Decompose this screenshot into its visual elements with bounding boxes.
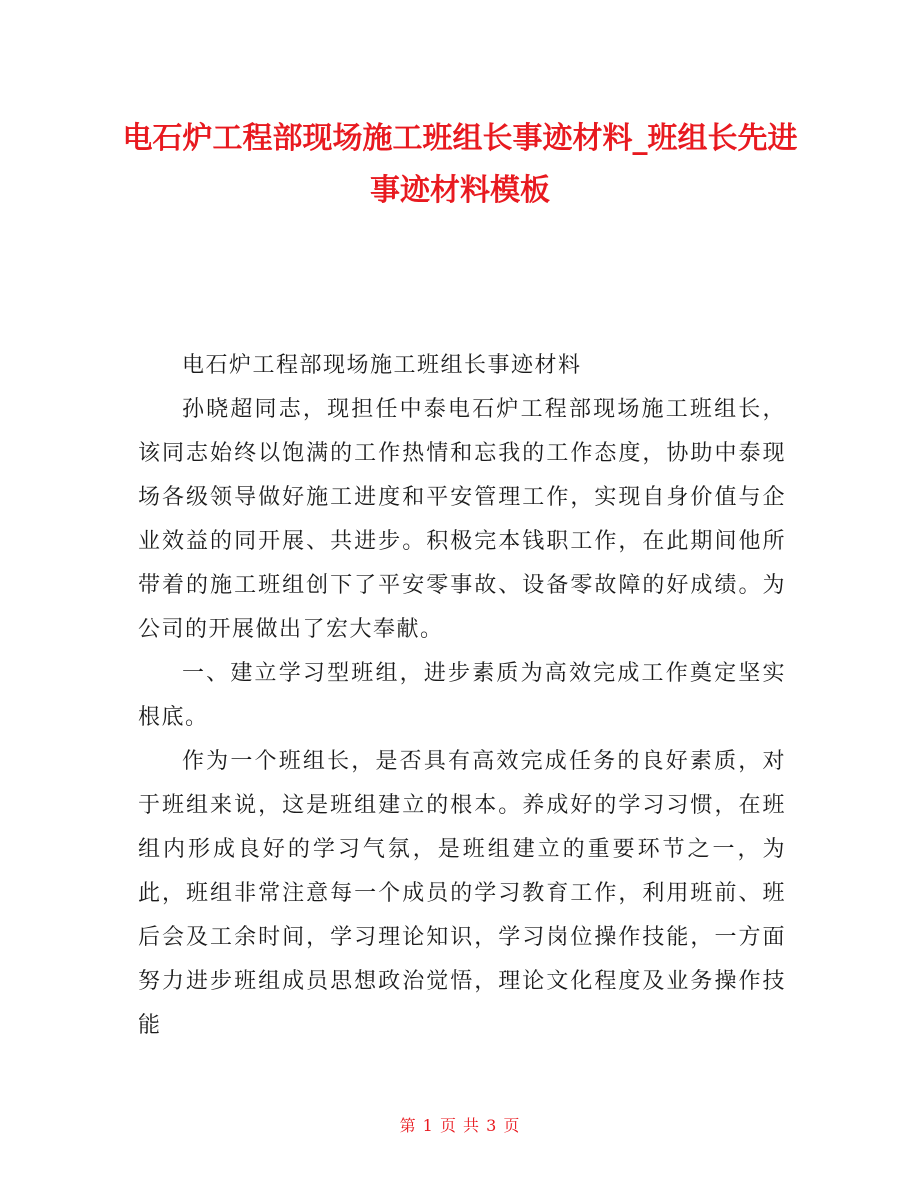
paragraph-subtitle: 电石炉工程部现场施工班组长事迹材料 bbox=[182, 353, 582, 378]
paragraph-section-body: 作为一个班组长，是否具有高效完成任务的良好素质，对于班组来说，这是班组建立的根本。养成好的学习习惯，在班组内形成良好的学习气氛，是班组建立的重要环节之一，为此，班组非常注意每一个成员的学习教育工作，利用班前、班后会及工余时间，学习理论知识，学习岗位操作技能，一方面努力进步班组成员思想政治觉悟，理论文化程度及业务操作技能 bbox=[138, 749, 786, 1038]
document-body bbox=[138, 344, 786, 1048]
page-footer bbox=[0, 1114, 920, 1138]
paragraph-intro: 孙晓超同志，现担任中泰电石炉工程部现场施工班组长，该同志始终以饱满的工作热情和忘我的工作态度，协助中泰现场各级领导做好施工进度和平安管理工作，实现自身价值与企业效益的同开展、共进步。积极完本钱职工作，在此期间他所带着的施工班组创下了平安零事故、设备零故障的好成绩。为公司的开展做出了宏大奉献。 bbox=[138, 397, 786, 642]
document-title: 电石炉工程部现场施工班组长事迹材料_班组长先进事迹材料模板 bbox=[122, 121, 798, 208]
paragraph-section-heading: 一、建立学习型班组，进步素质为高效完成工作奠定坚实根底。 bbox=[138, 661, 786, 730]
page-number: 第 1 页 共 3 页 bbox=[399, 1116, 521, 1135]
